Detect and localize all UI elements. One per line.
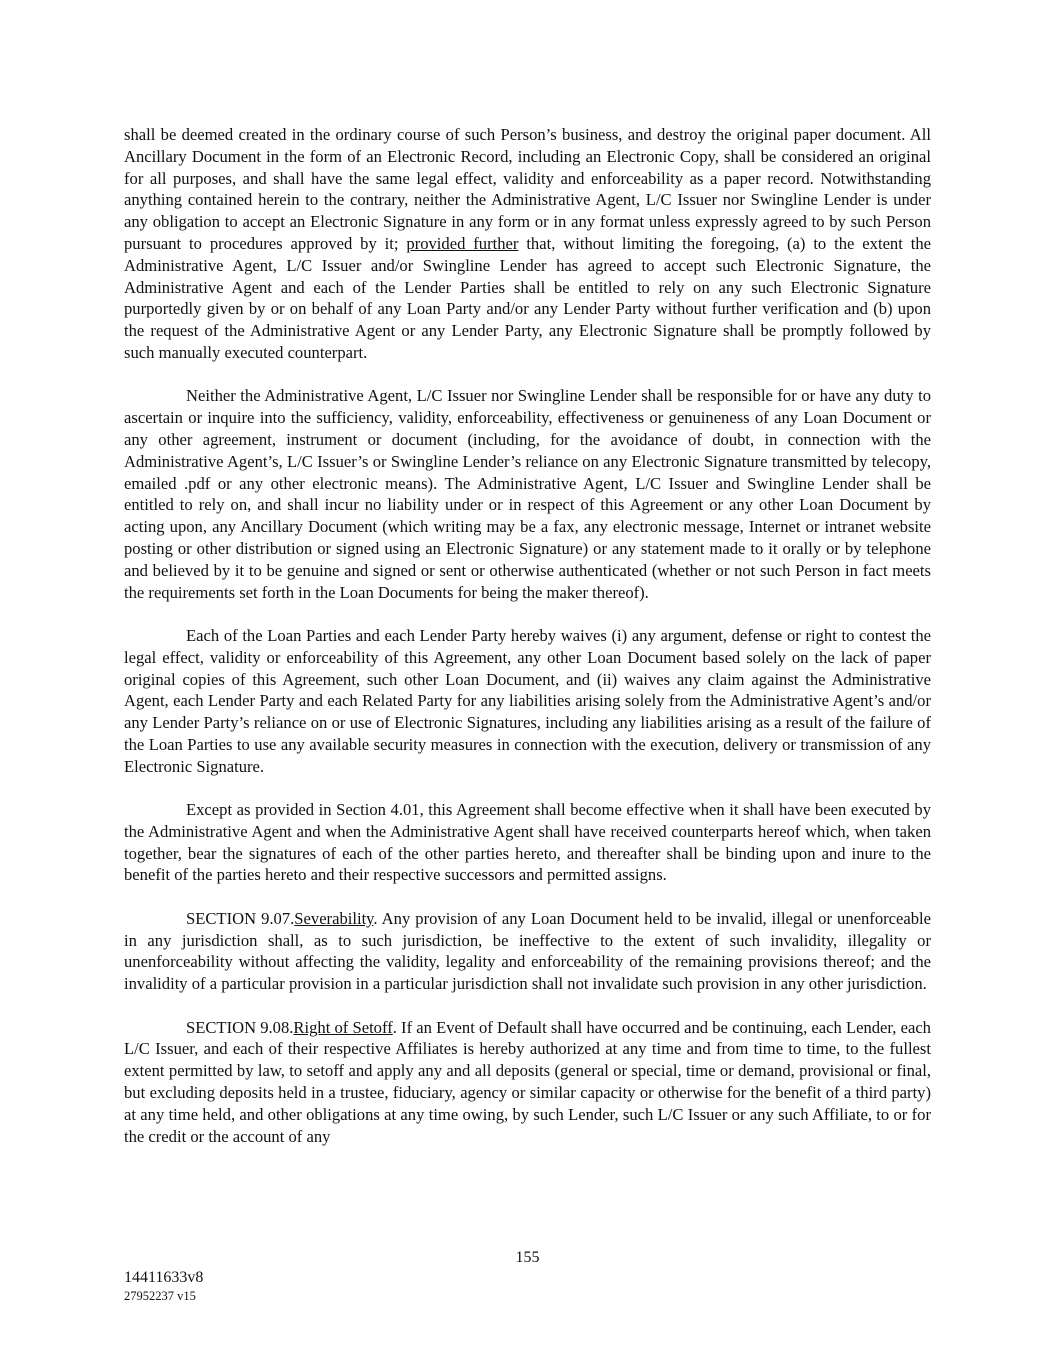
section-heading: Severability	[294, 908, 374, 928]
document-body	[124, 124, 931, 1169]
section-number: SECTION 9.07.	[186, 908, 295, 928]
provided-further-term: provided further	[406, 233, 519, 253]
section-9-07-severability: SECTION 9.07.Severability. Any provision of any Loan Document held to be invalid, illegal or unenforceable in any jurisdiction shall, as to such jurisdiction, be ineffective to the extent of such invalidity, illegality or unenforceability without affecting the validity, legality and enforceability of the remaining provisions thereof; and the invalidity of a particular provision in a particular jurisdiction shall not invalidate such provision in any other jurisdiction.	[124, 908, 932, 994]
document-id: 14411633v8	[124, 1269, 204, 1286]
section-number: SECTION 9.08.	[186, 1017, 294, 1037]
page-number: 155	[515, 1249, 540, 1266]
section-9-08-right-of-setoff: SECTION 9.08.Right of Setoff. If an Event of Default shall have occurred and be continuing, each Lender, each L/C Issuer, and each of their respective Affiliates is hereby authorized at any time and from time to time, to the fullest extent permitted by law, to setoff and apply any and all deposits (general or special, time or demand, provisional or final, but excluding deposits held in a trustee, fiduciary, agency or similar capacity or otherwise for the benefit of a third party) at any time held, and other obligations at any time owing, by such Lender, such L/C Issuer or any such Affiliate, to or for the credit or the account of any	[124, 1017, 931, 1146]
document-id-secondary: 27952237 v15	[124, 1289, 196, 1303]
paragraph-effectiveness: Except as provided in Section 4.01, this Agreement shall become effective when it shall have been executed by the Administrative Agent and when the Administrative Agent shall have received counterparts hereof which, when taken together, bear the signatures of each of the other parties hereto, and thereafter shall be binding upon and inure to the benefit of the parties hereto and their respective successors and permitted assigns.	[124, 800, 931, 885]
paragraph-waiver: Each of the Loan Parties and each Lender Party hereby waives (i) any argument, defense or right to contest the legal effect, validity or enforceability of this Agreement, any other Loan Document based solely on the lack of paper original copies of this Agreement, such other Loan Document, and (ii) waives any claim against the Administrative Agent, each Lender Party and each Related Party for any liabilities arising solely from the Administrative Agent’s and/or any Lender Party’s reliance on or use of Electronic Signatures, including any liabilities arising as a result of the failure of the Loan Parties to use any available security measures in connection with the execution, delivery or transmission of any Electronic Signature.	[124, 625, 931, 776]
paragraph-electronic-record: shall be deemed created in the ordinary course of such Person’s business, and destroy the original paper document. All Ancillary Document in the form of an Electronic Record, including an Electronic Copy, shall be considered an original for all purposes, and shall have the same legal effect, validity and enforceability as a paper record. Notwithstanding anything contained herein to the contrary, neither the Administrative Agent, L/C Issuer nor Swingline Lender is under any obligation to accept an Electronic Signature in any form or in any format unless expressly agreed to by such Person pursuant to procedures approved by it; provided further that, without limiting the foregoing, (a) to the extent the Administrative Agent, L/C Issuer and/or Swingline Lender has agreed to accept such Electronic Signature, the Administrative Agent and each of the Lender Parties shall be entitled to rely on any such Electronic Signature purportedly given by or on behalf of any Loan Party and/or any Lender Party without further verification and (b) upon the request of the Administrative Agent or any Lender Party, any Electronic Signature shall be promptly followed by such manually executed counterpart.	[124, 125, 932, 362]
paragraph-reliance: Neither the Administrative Agent, L/C Issuer nor Swingline Lender shall be responsible for or have any duty to ascertain or inquire into the sufficiency, validity, enforceability, effectiveness or genuineness of any Loan Document or any other agreement, instrument or document (including, for the avoidance of doubt, in connection with the Administrative Agent’s, L/C Issuer’s or Swingline Lender’s reliance on any Electronic Signature transmitted by telecopy, emailed .pdf or any other electronic means). The Administrative Agent, L/C Issuer and Swingline Lender shall be entitled to rely on, and shall incur no liability under or in respect of this Agreement or any other Loan Document by acting upon, any Ancillary Document (which writing may be a fax, any electronic message, Internet or intranet website posting or other distribution or signed using an Electronic Signature) or any statement made to it orally or by telephone and believed by it to be genuine and signed or sent or otherwise authenticated (whether or not such Person in fact meets the requirements set forth in the Loan Documents for being the maker thereof).	[124, 386, 931, 602]
section-heading: Right of Setoff	[293, 1017, 393, 1037]
